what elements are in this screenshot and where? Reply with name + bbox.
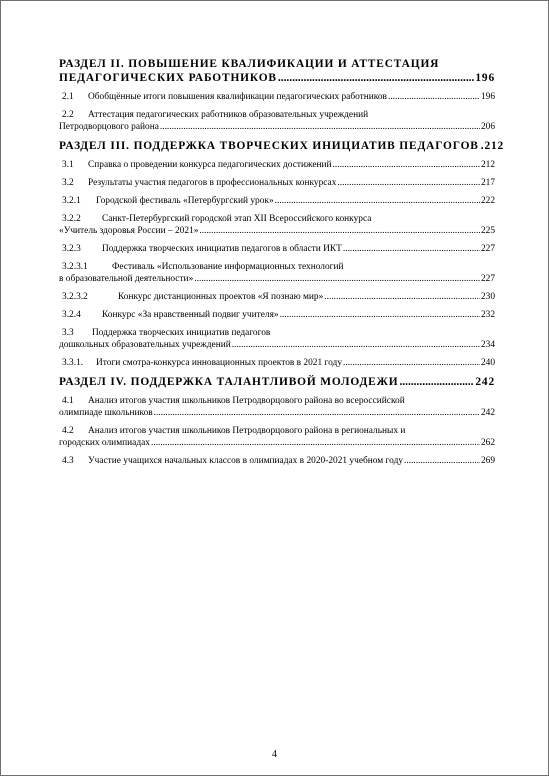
dot-leader (343, 243, 480, 255)
toc-entry-number: 4.1 (62, 396, 74, 406)
dot-leader (333, 159, 480, 171)
toc-entry-3-2-4[interactable] (59, 309, 495, 321)
toc-entry-title-line2: дошкольных образовательных учреждений (59, 340, 231, 350)
toc-section-2-title-line2: ПЕДАГОГИЧЕСКИХ РАБОТНИКОВ (59, 72, 277, 84)
toc-entry-page: 234 (480, 340, 495, 350)
toc-entry-number: 3.2 (62, 178, 74, 188)
dot-leader (160, 121, 480, 133)
dot-leader: . (480, 140, 485, 152)
toc-section-2-title-line1: РАЗДЕЛ II. ПОВЫШЕНИЕ КВАЛИФИКАЦИИ И АТТЕСТАЦИЯ (59, 58, 440, 70)
toc-entry-title-line2: городских олимпиадах (59, 438, 150, 448)
toc-entry-title: Результаты участия педагогов в профессиональных конкурсах (88, 178, 337, 188)
dot-leader (154, 407, 480, 419)
toc-entry-4-1[interactable] (59, 395, 495, 419)
toc-entry-page: 212 (480, 160, 495, 170)
toc-entry-number: 3.3.1. (62, 358, 84, 368)
toc-entry-number: 3.2.3 (62, 244, 81, 254)
dot-leader (343, 357, 480, 369)
toc-entry-number: 3.3 (62, 328, 74, 338)
toc-entry-title: Справка о проведении конкурса педагогических достижений (88, 160, 332, 170)
toc-entry-title-line1: Аттестация педагогических работников образовательных учреждений (88, 110, 369, 120)
toc-entry-title-line2: в образовательной деятельности» (59, 274, 194, 284)
toc-entry-page: 227 (480, 274, 495, 284)
toc-entry-number: 3.2.2 (62, 214, 81, 224)
toc-entry-page: 225 (480, 226, 495, 236)
toc-entry-4-3[interactable] (59, 455, 495, 467)
toc-entry-title: Поддержка творческих инициатив педагогов в области ИКТ (102, 244, 342, 254)
toc-entry-title: Участие учащихся начальных классов в олимпиадах в 2020-2021 учебном году (88, 456, 404, 466)
dot-leader (151, 437, 480, 449)
dot-leader (194, 273, 480, 285)
dot-leader (324, 291, 480, 303)
toc-section-3-title: РАЗДЕЛ III. ПОДДЕРЖКА ТВОРЧЕСКИХ ИНИЦИАТИВ ПЕДАГОГОВ (59, 140, 479, 152)
dot-leader (280, 309, 480, 321)
toc-section-3[interactable] (59, 139, 505, 153)
toc-entry-title-line2: Петродворцового района (59, 122, 159, 132)
toc-entry-number: 4.2 (62, 426, 74, 436)
toc-entry-3-2-3-1[interactable] (59, 261, 495, 285)
toc-entry-page: 222 (480, 196, 495, 206)
toc-section-2[interactable] (59, 57, 495, 85)
toc-entry-3-2[interactable] (59, 177, 495, 189)
toc-entry-3-2-1[interactable] (59, 195, 495, 207)
toc-entry-number: 2.2 (62, 110, 74, 120)
toc-section-4[interactable] (59, 375, 495, 389)
dot-leader (404, 455, 480, 467)
toc-section-4-title: РАЗДЕЛ IV. ПОДДЕРЖКА ТАЛАНТЛИВОЙ МОЛОДЕЖИ (59, 376, 399, 388)
toc-entry-page: 217 (480, 178, 495, 188)
toc-entry-page: 262 (480, 438, 495, 448)
table-of-contents (59, 57, 505, 473)
toc-entry-title: Конкурс дистанционных проектов «Я познаю мир» (118, 292, 324, 302)
toc-entry-title-line1: Фестиваль «Использование информационных технологий (112, 262, 344, 272)
toc-entry-3-2-2[interactable] (59, 213, 495, 237)
toc-entry-page: 196 (480, 92, 495, 102)
toc-entry-number: 4.3 (62, 456, 74, 466)
toc-section-3-page: 212 (484, 140, 505, 152)
toc-entry-3-3-1[interactable] (59, 357, 495, 369)
toc-entry-number: 3.2.4 (62, 310, 81, 320)
toc-entry-page: 230 (480, 292, 495, 302)
toc-entry-page: 232 (480, 310, 495, 320)
toc-entry-title: Итоги смотра-конкурса инновационных проектов в 2021 году (96, 358, 343, 368)
dot-leader (399, 375, 474, 389)
toc-entry-page: 269 (480, 456, 495, 466)
toc-entry-page: 227 (480, 244, 495, 254)
dot-leader (199, 225, 480, 237)
toc-entry-number: 3.2.3.1 (62, 262, 88, 272)
toc-entry-title: Конкурс «За нравственный подвиг учителя» (102, 310, 279, 320)
toc-entry-title-line2: «Учитель здоровья России – 2021» (59, 226, 199, 236)
dot-leader (278, 71, 474, 85)
dot-leader (388, 91, 480, 103)
toc-entry-2-1[interactable] (59, 91, 495, 103)
toc-entry-number: 2.1 (62, 92, 74, 102)
toc-entry-number: 3.2.1 (62, 196, 81, 206)
toc-entry-2-2[interactable] (59, 109, 495, 133)
toc-entry-title-line1: Анализ итогов участия школьников Петродворцового района в региональных и (88, 426, 406, 436)
toc-section-4-page: 242 (475, 376, 495, 388)
toc-entry-title: Обобщённые итоги повышения квалификации педагогических работников (88, 92, 387, 102)
toc-entry-page: 206 (480, 122, 495, 132)
toc-entry-page: 240 (480, 358, 495, 368)
dot-leader (275, 195, 480, 207)
toc-entry-3-1[interactable] (59, 159, 495, 171)
toc-entry-4-2[interactable] (59, 425, 495, 449)
dot-leader (232, 339, 480, 351)
page-number: 4 (272, 749, 277, 760)
toc-entry-title-line1: Санкт-Петербургский городской этап XII Всероссийского конкурса (102, 214, 372, 224)
toc-entry-number: 3.2.3.2 (62, 292, 88, 302)
toc-entry-page: 242 (480, 408, 495, 418)
toc-entry-title: Городской фестиваль «Петербургский урок» (96, 196, 274, 206)
toc-entry-title-line1: Анализ итогов участия школьников Петродворцового района во всероссийской (88, 396, 405, 406)
dot-leader (337, 177, 480, 189)
toc-entry-3-3[interactable] (59, 327, 495, 351)
toc-entry-title-line1: Поддержка творческих инициатив педагогов (92, 328, 271, 338)
toc-section-2-page: 196 (475, 72, 495, 84)
toc-entry-3-2-3-2[interactable] (59, 291, 495, 303)
toc-entry-title-line2: олимпиаде школьников (59, 408, 153, 418)
toc-entry-number: 3.1 (62, 160, 74, 170)
toc-entry-3-2-3[interactable] (59, 243, 495, 255)
